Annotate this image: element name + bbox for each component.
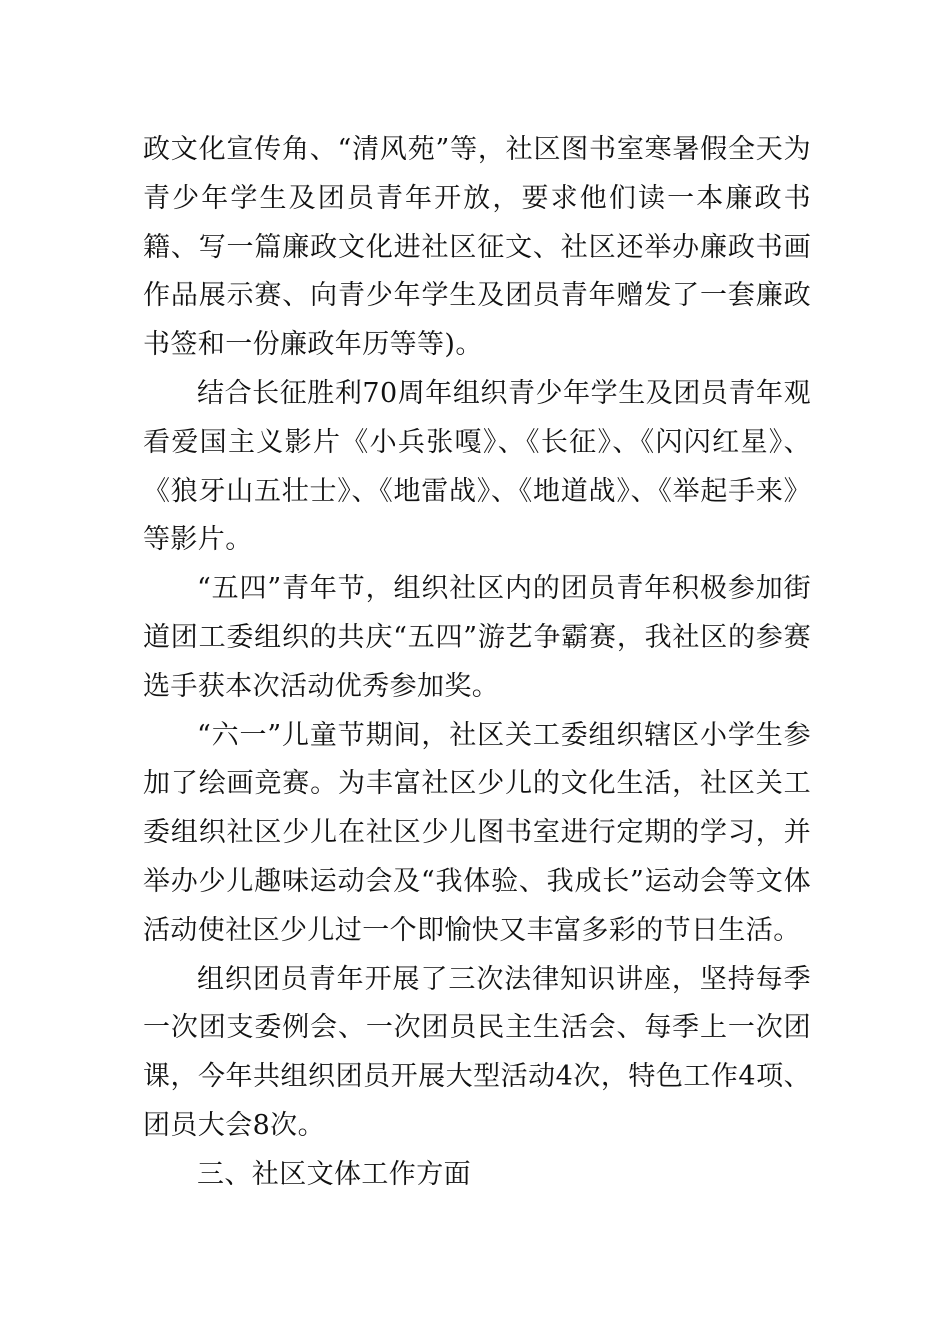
document-body bbox=[143, 126, 811, 1200]
section-heading: 三、社区文体工作方面 bbox=[197, 1158, 471, 1190]
paragraph-2: 结合长征胜利70周年组织青少年学生及团员青年观看爱国主义影片《小兵张嘎》、《长征》、《闪闪红星》、《狼牙山五壮士》、《地雷战》、《地道战》、《举起手来》等影片。 bbox=[143, 377, 811, 556]
paragraph-5: 组织团员青年开展了三次法律知识讲座，坚持每季一次团支委例会、一次团员民主生活会、每季上一次团课，今年共组织团员开展大型活动4次，特色工作4项、团员大会8次。 bbox=[143, 963, 811, 1141]
paragraph-4: “六一”儿童节期间，社区关工委组织辖区小学生参加了绘画竞赛。为丰富社区少儿的文化生活，社区关工委组织社区少儿在社区少儿图书室进行定期的学习，并举办少儿趣味运动会及“我体验、我成长”运动会等文体活动使社区少儿过一个即愉快又丰富多彩的节日生活。 bbox=[143, 719, 811, 946]
paragraph-3: “五四”青年节，组织社区内的团员青年积极参加街道团工委组织的共庆“五四”游艺争霸赛，我社区的参赛选手获本次活动优秀参加奖。 bbox=[143, 573, 811, 702]
paragraph-1: 政文化宣传角、“清风苑”等，社区图书室寒暑假全天为青少年学生及团员青年开放，要求他们读一本廉政书籍、写一篇廉政文化进社区征文、社区还举办廉政书画作品展示赛、向青少年学生及团员青年赠发了一套廉政书签和一份廉政年历等等)。 bbox=[143, 134, 811, 361]
